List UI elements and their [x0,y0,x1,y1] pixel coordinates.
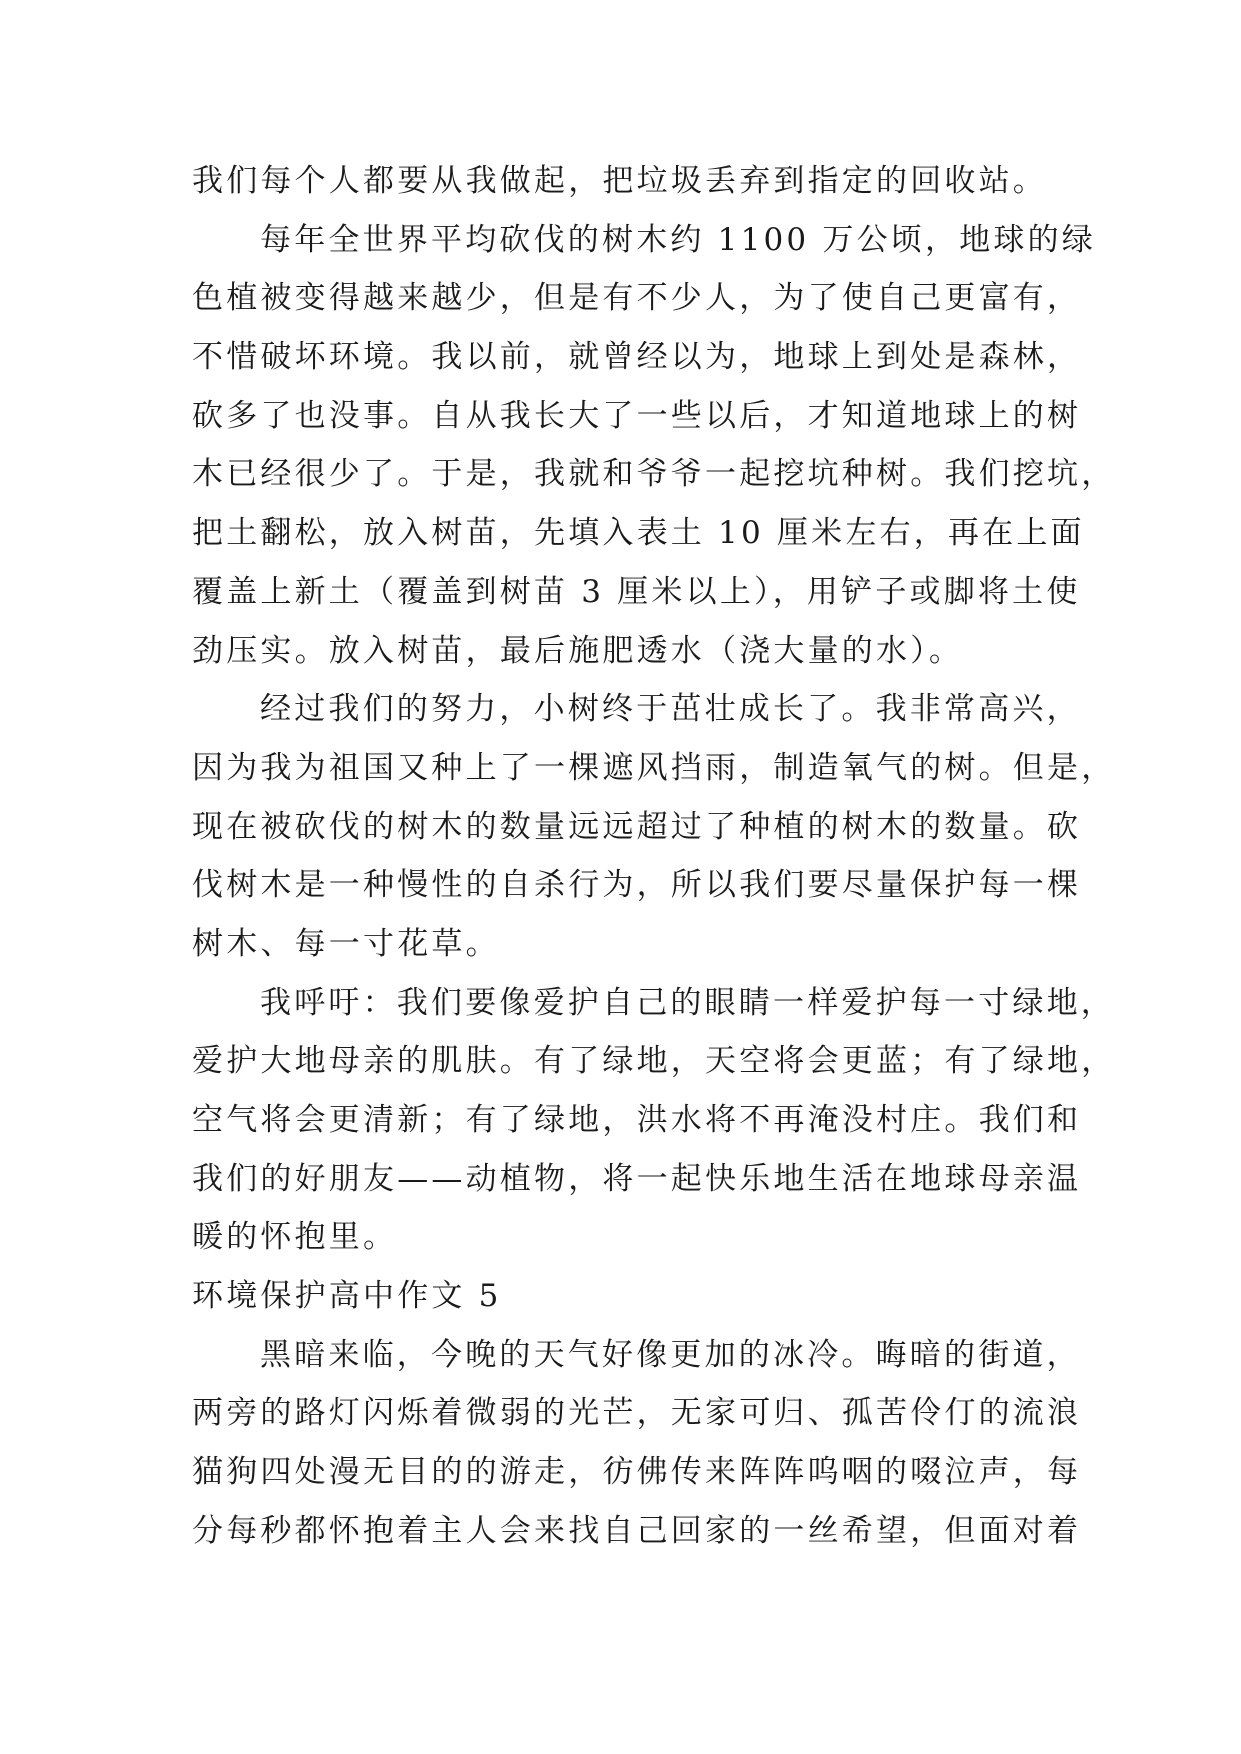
text-line: 经过我们的努力，小树终于茁壮成长了。我非常高兴， [260,691,1081,728]
text-line: 因为我为祖国又种上了一棵遮风挡雨，制造氧气的树。但是， [192,749,1116,786]
text-line: 分每秒都怀抱着主人会来找自己回家的一丝希望，但面对着 [192,1512,1082,1549]
text-line: 覆盖上新土（覆盖到树苗 3 厘米以上），用铲子或脚将土使 [192,573,1081,610]
text-line: 把土翻松，放入树苗，先填入表土 10 厘米左右，再在上面 [192,515,1085,552]
text-line: 不惜破坏环境。我以前，就曾经以为，地球上到处是森林， [192,339,1082,376]
text-line: 暖的怀抱里。 [192,1219,398,1256]
text-line: 现在被砍伐的树木的数量远远超过了种植的树木的数量。砍 [192,808,1082,845]
text-line: 空气将会更清新；有了绿地，洪水将不再淹没村庄。我们和 [192,1102,1082,1138]
text-line: 猫狗四处漫无目的的游走，彷佛传来阵阵呜咽的啜泣声，每 [192,1454,1082,1491]
text-line: 每年全世界平均砍伐的树木约 1100 万公顷，地球的绿 [260,221,1096,258]
text-line: 我们的好朋友——动植物，将一起快乐地生活在地球母亲温 [192,1160,1082,1197]
text-line: 我们每个人都要从我做起，把垃圾丢弃到指定的回收站。 [192,163,1047,199]
text-line: 我呼吁：我们要像爱护自己的眼睛一样爱护每一寸绿地， [260,984,1115,1021]
section-heading: 环境保护高中作文 5 [192,1278,502,1315]
text-line: 伐树木是一种慢性的自杀行为，所以我们要尽量保护每一棵 [192,867,1082,904]
document-body [192,152,1116,1561]
text-line: 黑暗来临，今晚的天气好像更加的冰冷。晦暗的街道， [260,1336,1081,1373]
text-line: 爱护大地母亲的肌肤。有了绿地，天空将会更蓝；有了绿地， [192,1043,1116,1080]
text-line: 两旁的路灯闪烁着微弱的光芒，无家可归、孤苦伶仃的流浪 [192,1395,1082,1432]
text-line: 树木、每一寸花草。 [192,925,500,962]
text-line: 砍多了也没事。自从我长大了一些以后，才知道地球上的树 [192,397,1082,434]
text-line: 色植被变得越来越少，但是有不少人，为了使自己更富有， [192,280,1082,317]
text-line: 木已经很少了。于是，我就和爷爷一起挖坑种树。我们挖坑， [192,456,1116,493]
text-line: 劲压实。放入树苗，最后施肥透水（浇大量的水）。 [192,632,964,669]
